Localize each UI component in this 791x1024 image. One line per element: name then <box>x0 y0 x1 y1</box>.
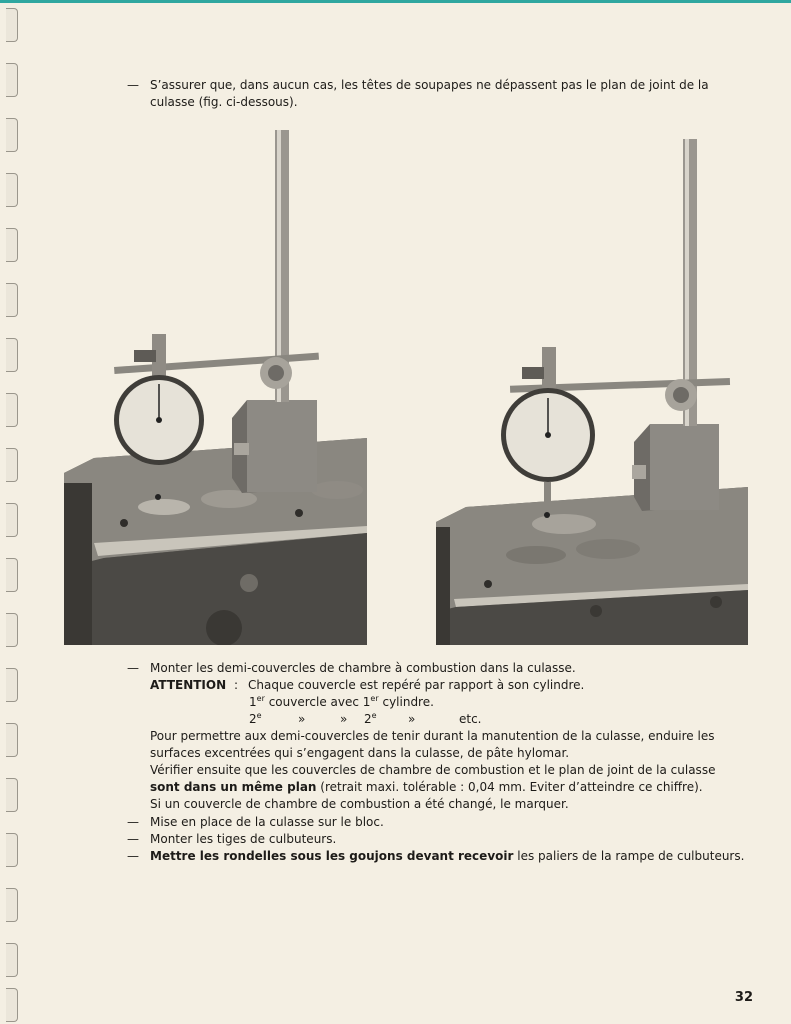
row1-number-a: 1 <box>249 695 257 709</box>
row1-number-b: 1 <box>362 695 371 709</box>
pairing-row-1 <box>249 694 434 711</box>
step4-rest: les paliers de la rampe de culbuteurs. <box>517 849 745 863</box>
attention-label: ATTENTION <box>150 678 227 692</box>
top-edge-line <box>0 0 791 3</box>
row2-ditto-3: » <box>408 712 416 726</box>
step4-bold: Mettre les rondelles sous les goujons devant recevoir <box>150 849 514 863</box>
row2-sup-a: e <box>256 711 262 720</box>
row2-ditto-2: » <box>340 712 348 726</box>
row1-text: couvercle avec <box>268 695 359 709</box>
page-number: 32 <box>734 990 753 1005</box>
photo-dial-gauge-left <box>64 128 367 645</box>
para-line-4 <box>150 779 703 796</box>
photo-dial-gauge-right <box>436 137 748 645</box>
step1-dash: — <box>127 661 139 675</box>
row2-number-b: 2e <box>364 711 377 726</box>
step2-dash: — <box>127 815 139 829</box>
para-line-4-rest: (retrait maxi. tolérable : 0,04 mm. Eviter d’atteindre ce chiffre). <box>320 780 703 794</box>
row1-sup-a: er <box>256 694 265 703</box>
para-line-1: Pour permettre aux demi-couvercles de tenir durant la manutention de la culasse, enduire les <box>150 729 715 743</box>
row2-end: etc. <box>459 712 482 726</box>
row2-sup-b: e <box>371 711 377 720</box>
step1-text: Monter les demi-couvercles de chambre à combustion dans la culasse. <box>150 661 576 675</box>
step4-text <box>150 848 744 865</box>
step4-dash: — <box>127 849 139 863</box>
row1-sup-b: er <box>370 694 379 703</box>
para-line-4-bold: sont dans un même plan <box>150 780 317 794</box>
intro-line-2: culasse (fig. ci-dessous). <box>150 95 298 109</box>
step3-text: Monter les tiges de culbuteurs. <box>150 832 337 846</box>
spiral-binding <box>6 8 22 1020</box>
row1-end: cylindre. <box>382 695 434 709</box>
intro-dash: — <box>127 78 139 92</box>
attention-colon: : <box>234 678 239 692</box>
para-line-3: Vérifier ensuite que les couvercles de chambre de combustion et le plan de joint de la culasse <box>150 763 716 777</box>
para-line-5: Si un couvercle de chambre de combustion a été changé, le marquer. <box>150 797 569 811</box>
step2-text: Mise en place de la culasse sur le bloc. <box>150 815 384 829</box>
row2-ditto-1: » <box>298 712 306 726</box>
attention-text: Chaque couvercle est repéré par rapport à son cylindre. <box>248 678 585 692</box>
intro-line-1: S’assurer que, dans aucun cas, les têtes de soupapes ne dépassent pas le plan de joint de la <box>150 78 709 92</box>
row2-number-a: 2e <box>249 711 262 726</box>
para-line-2: surfaces excentrées qui s’engagent dans la culasse, de pâte hylomar. <box>150 746 570 760</box>
step3-dash: — <box>127 832 139 846</box>
